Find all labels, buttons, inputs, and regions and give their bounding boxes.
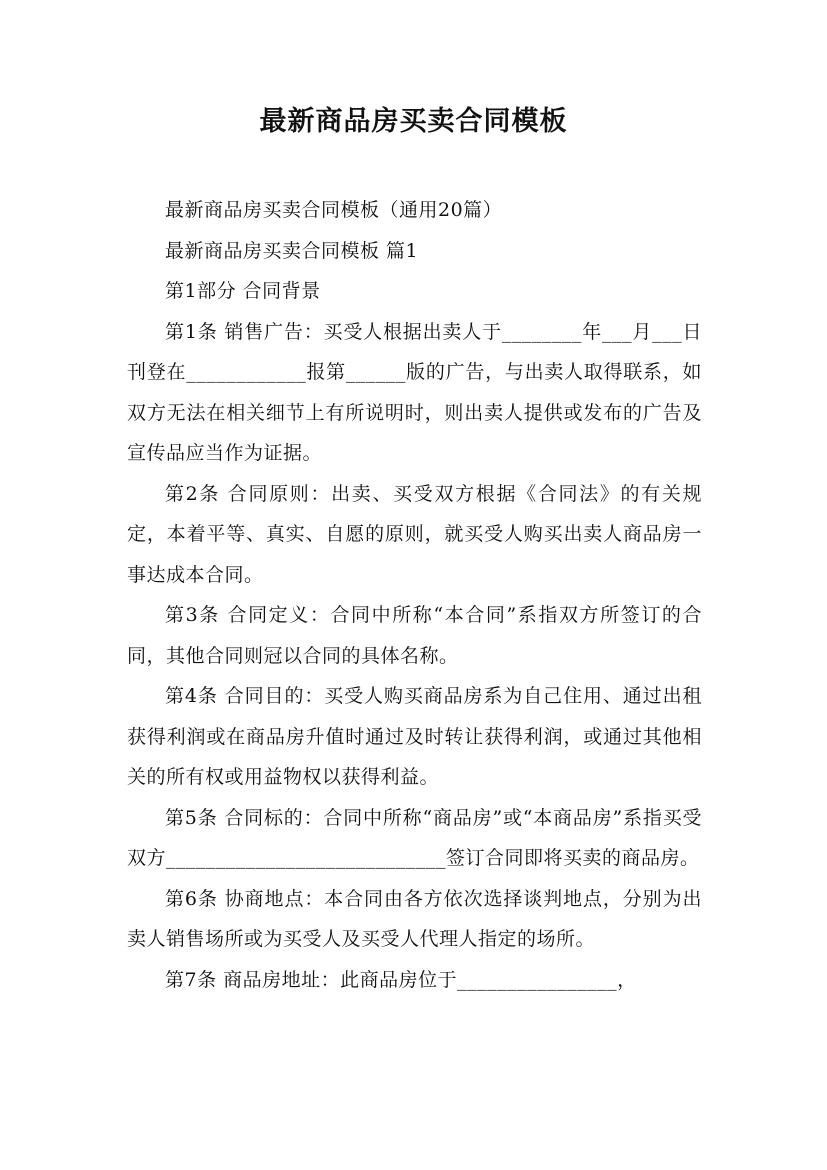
paragraph-article-5: 第5条 合同标的：合同中所称“商品房”或“本商品房”系指买受双方____________________________签订合同即将买卖的商品房。 xyxy=(127,806,702,869)
paragraph-subtitle: 最新商品房买卖合同模板（通用20篇） xyxy=(165,199,503,221)
paragraph-article-3: 第3条 合同定义：合同中所称“本合同”系指双方所签订的合同，其他合同则冠以合同的具体名称。 xyxy=(127,604,702,667)
paragraph-article-7: 第7条 商品房地址：此商品房位于________________， xyxy=(165,968,637,991)
paragraph-article-2: 第2条 合同原则：出卖、买受双方根据《合同法》的有关规定，本着平等、真实、自愿的原则，就买受人购买出卖人商品房一事达成本合同。 xyxy=(127,482,702,586)
document-body xyxy=(127,190,702,1000)
paragraph-section-heading: 最新商品房买卖合同模板 篇1 xyxy=(165,239,419,262)
paragraph-article-4: 第4条 合同目的：买受人购买商品房系为自己住用、通过出租获得利润或在商品房升值时通过及时转让获得利润，或通过其他相关的所有权或用益物权以获得利益。 xyxy=(127,685,702,788)
paragraph-article-1: 第1条 销售广告：买受人根据出卖人于________年___月___日刊登在____________报第______版的广告，与出卖人取得联系，如双方无法在相关细节上有所说明时，则出卖人提供或发布的广告及宣传品应当作为证据。 xyxy=(127,320,702,464)
paragraph-article-6: 第6条 协商地点：本合同由各方依次选择谈判地点，分别为出卖人销售场所或为买受人及买受人代理人指定的场所。 xyxy=(127,887,702,950)
document-title: 最新商品房买卖合同模板 xyxy=(259,106,568,137)
paragraph-part-heading: 第1部分 合同背景 xyxy=(165,280,321,302)
